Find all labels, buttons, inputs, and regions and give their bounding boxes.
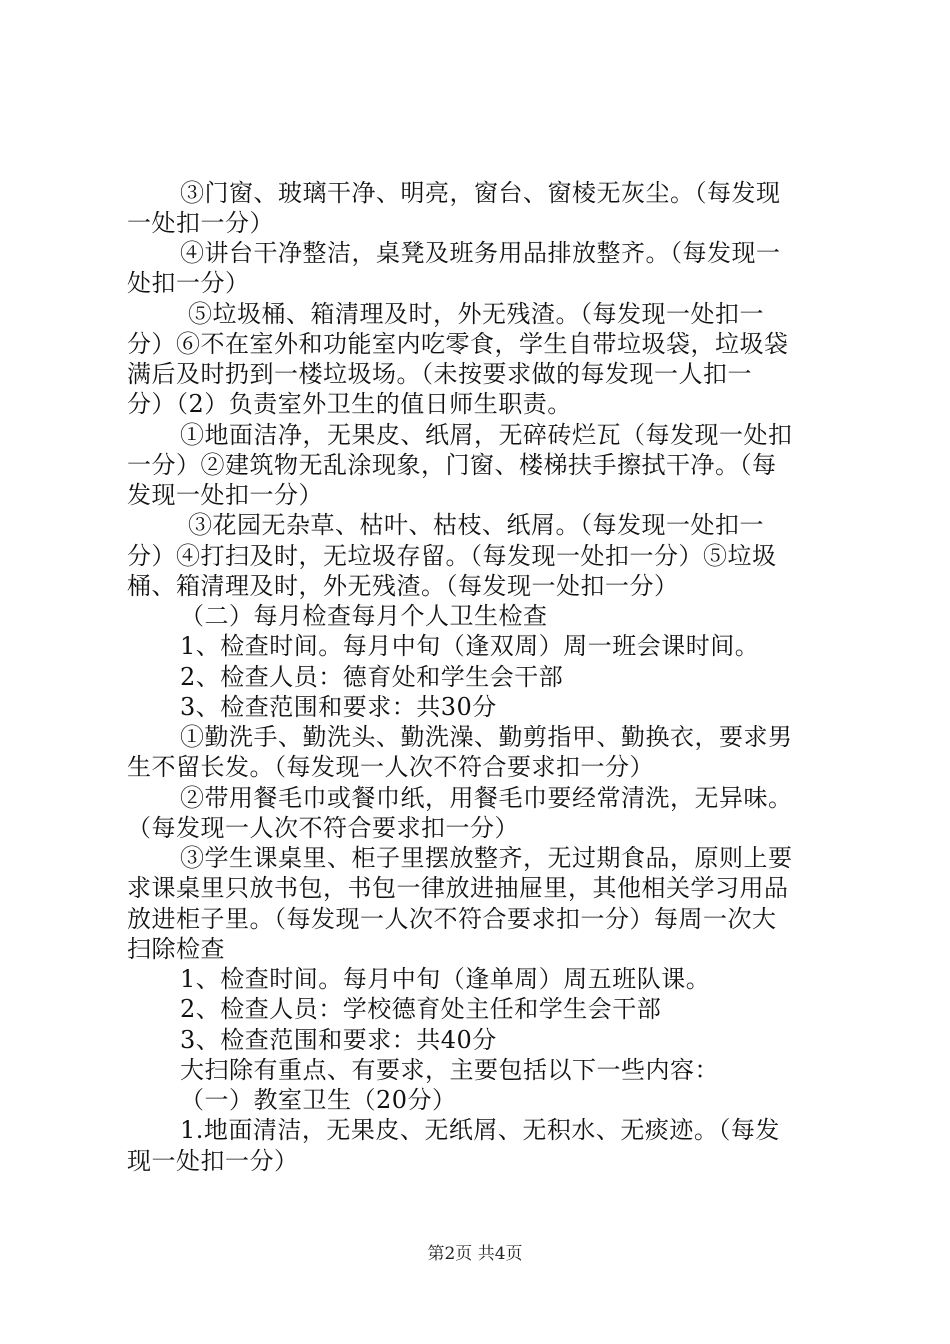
text-line: 1、检查时间。每月中旬（逢双周）周一班会课时间。 <box>180 632 760 660</box>
text-line: （每发现一人次不符合要求扣一分） <box>127 814 519 842</box>
text-line: ①勤洗手、勤洗头、勤洗澡、勤剪指甲、勤换衣，要求男 <box>180 723 793 751</box>
text-line: 1、检查时间。每月中旬（逢单周）周五班队课。 <box>180 965 711 993</box>
section-heading: （一）教室卫生（20分） <box>180 1086 457 1114</box>
text-line: 求课桌里只放书包，书包一律放进抽屉里，其他相关学习用品 <box>127 874 789 902</box>
text-line: 扫除检查 <box>127 935 225 963</box>
text-line: ③学生课桌里、柜子里摆放整齐，无过期食品，原则上要 <box>180 844 793 872</box>
text-line: 满后及时扔到一楼垃圾场。（未按要求做的每发现一人扣一 <box>127 360 752 388</box>
text-line: ③花园无杂草、枯叶、枯枝、纸屑。（每发现一处扣一 <box>188 511 764 539</box>
text-line: 分）④打扫及时，无垃圾存留。（每发现一处扣一分）⑤垃圾 <box>127 542 777 570</box>
text-line: 大扫除有重点、有要求，主要包括以下一些内容： <box>180 1056 719 1084</box>
text-line: 处扣一分） <box>127 269 250 297</box>
text-line: ④讲台干净整洁，桌凳及班务用品排放整齐。（每发现一 <box>180 239 781 267</box>
text-line: ①地面洁净，无果皮、纸屑，无碎砖烂瓦（每发现一处扣 <box>180 421 793 449</box>
text-line: 分）⑥不在室外和功能室内吃零食，学生自带垃圾袋，垃圾袋 <box>127 330 789 358</box>
text-line: 1.地面清洁，无果皮、无纸屑、无积水、无痰迹。（每发 <box>180 1116 780 1144</box>
text-line: 分）（2）负责室外卫生的值日师生职责。 <box>127 390 572 418</box>
text-line: ②带用餐毛巾或餐巾纸，用餐毛巾要经常清洗，无异味。 <box>180 784 793 812</box>
text-line: ⑤垃圾桶、箱清理及时，外无残渣。（每发现一处扣一 <box>188 300 764 328</box>
text-line: 发现一处扣一分） <box>127 481 323 509</box>
text-line: 现一处扣一分） <box>127 1147 299 1175</box>
text-line: ③门窗、玻璃干净、明亮，窗台、窗棱无灰尘。（每发现 <box>180 179 781 207</box>
text-line: 桶、箱清理及时，外无残渣。（每发现一处扣一分） <box>127 572 679 600</box>
section-heading: （二）每月检查每月个人卫生检查 <box>180 602 548 630</box>
text-line: 一分）②建筑物无乱涂现象，门窗、楼梯扶手擦拭干净。（每 <box>127 451 777 479</box>
text-line: 3、检查范围和要求：共40分 <box>180 1026 497 1054</box>
text-line: 生不留长发。（每发现一人次不符合要求扣一分） <box>127 753 654 781</box>
text-line: 放进柜子里。（每发现一人次不符合要求扣一分）每周一次大 <box>127 905 777 933</box>
text-line: 一处扣一分） <box>127 209 274 237</box>
text-line: 2、检查人员：学校德育处主任和学生会干部 <box>180 995 662 1023</box>
text-line: 2、检查人员：德育处和学生会干部 <box>180 663 564 691</box>
text-line: 3、检查范围和要求：共30分 <box>180 693 497 721</box>
page-number-footer: 第2页 共4页 <box>427 1244 523 1264</box>
